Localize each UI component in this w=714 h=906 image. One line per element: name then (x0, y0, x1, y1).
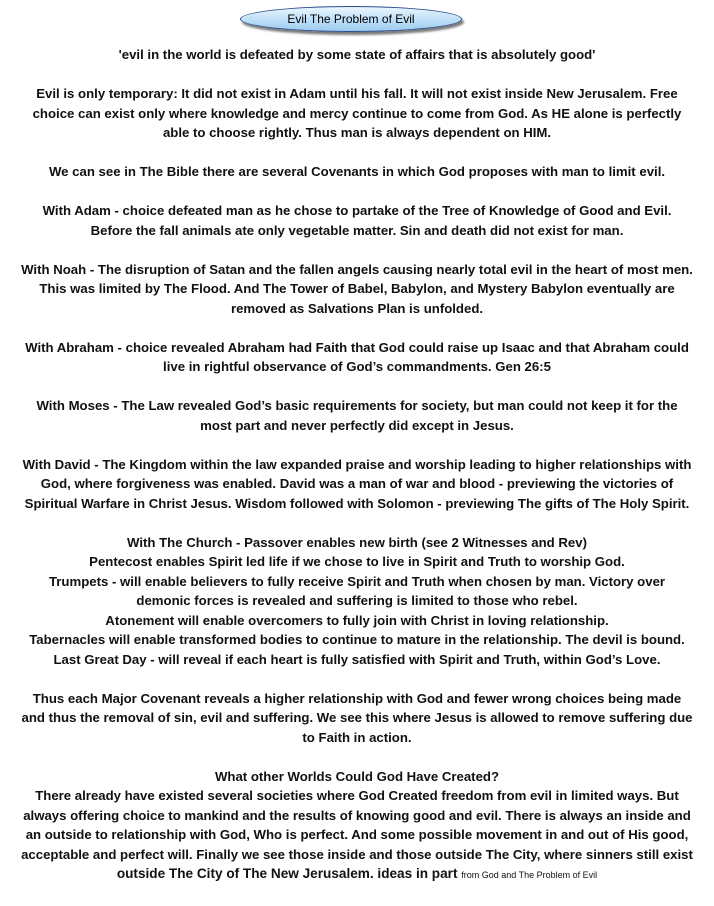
text-line: There already have existed several societies where God Created freedom from evil in limited ways. But (35, 788, 679, 803)
text-line: an outside to relationship with God, Who is perfect. And some possible movement in and out of His good, (25, 827, 689, 842)
text-line: demonic forces is revealed and suffering is limited to those who rebel. (136, 593, 578, 608)
paragraph-noah (0, 260, 714, 319)
paragraph-worlds (0, 767, 714, 886)
text-line: most part and never perfectly did except in Jesus. (200, 417, 514, 433)
text-line: God, where forgiveness was enabled. David was a man of war and blood - previewing the victories of (40, 476, 674, 491)
text-line: removed as Salvations Plan is unfolded. (230, 300, 484, 316)
paragraph-temporary (0, 84, 714, 143)
paragraph-abraham (0, 338, 714, 377)
text-line: choice can exist only where knowledge and mercy continue to come from God. As HE alone is perfectly (32, 105, 682, 121)
text-line: Tabernacles will enable transformed bodies to continue to mature in the relationship. The devil is bound. (29, 632, 685, 647)
text-line: Spiritual Warfare in Christ Jesus. Wisdom followed with Solomon - previewing The gifts of The Holy Spirit. (24, 495, 690, 511)
paragraph-adam (0, 201, 714, 240)
attribution-text: from God and The Problem of Evil (461, 870, 598, 880)
text-line: able to choose rightly. Thus man is always dependent on HIM. (162, 125, 552, 140)
paragraph-thus (0, 689, 714, 748)
text-line: to Faith in action. (302, 729, 412, 745)
text-line: With The Church - Passover enables new birth (see 2 Witnesses and Rev) (127, 534, 587, 550)
title-banner (240, 6, 462, 32)
text-line: Thus each Major Covenant reveals a higher relationship with God and fewer wrong choices being made (32, 690, 682, 706)
final-line (0, 864, 714, 886)
page-title: Evil The Problem of Evil (287, 12, 415, 26)
quote-paragraph (0, 45, 714, 65)
text-line: With David - The Kingdom within the law expanded praise and worship leading to higher relationships with (22, 456, 692, 472)
text-line: Before the fall animals ate only vegetable matter. Sin and death did not exist for man. (90, 222, 624, 238)
paragraph-covenants (0, 162, 714, 182)
quote-line: 'evil in the world is defeated by some state of affairs that is absolutely good' (118, 47, 596, 62)
text-line: and thus the removal of sin, evil and suffering. We see this where Jesus is allowed to remove suffering due (21, 710, 693, 725)
document-body (0, 45, 714, 905)
section-heading: What other Worlds Could God Have Created? (214, 768, 500, 784)
paragraph-david (0, 455, 714, 514)
text-line: Last Great Day - will reveal if each heart is fully satisfied with Spirit and Truth, within God’s Love. (53, 651, 661, 667)
text-line: Trumpets - will enable believers to fully receive Spirit and Truth when chosen by man. Victory over (48, 573, 666, 589)
paragraph-church (0, 533, 714, 670)
text-line: always offering choice to mankind and the results of knowing good and evil. There is always an inside and (23, 807, 691, 823)
text-line: We can see in The Bible there are several Covenants in which God proposes with man to limit evil. (48, 164, 666, 179)
text-line: live in rightful observance of God’s commandments. Gen 26:5 (163, 359, 551, 374)
text-line: This was limited by The Flood. And The Tower of Babel, Babylon, and Mystery Babylon eventually are (39, 281, 675, 296)
text-line: With Noah - The disruption of Satan and the fallen angels causing nearly total evil in the heart of most men. (21, 261, 693, 277)
text-line: Evil is only temporary: It did not exist in Adam until his fall. It will not exist inside New Jerusalem. Free (36, 86, 678, 101)
final-line-main: outside The City of The New Jerusalem. ideas in part (116, 866, 458, 881)
text-line: acceptable and perfect will. Finally we see those inside and those outside The City, where sinners still exist (21, 846, 693, 862)
text-line: With Moses - The Law revealed God’s basic requirements for society, but man could not keep it for the (36, 398, 678, 413)
text-line: With Adam - choice defeated man as he chose to partake of the Tree of Knowledge of Good and Evil. (42, 203, 672, 218)
text-line: Atonement will enable overcomers to fully join with Christ in loving relationship. (105, 612, 609, 628)
paragraph-moses (0, 396, 714, 435)
text-line: Pentecost enables Spirit led life if we chose to live in Spirit and Truth to worship God. (89, 554, 625, 569)
text-line: With Abraham - choice revealed Abraham had Faith that God could raise up Isaac and that Abraham could (25, 339, 689, 355)
